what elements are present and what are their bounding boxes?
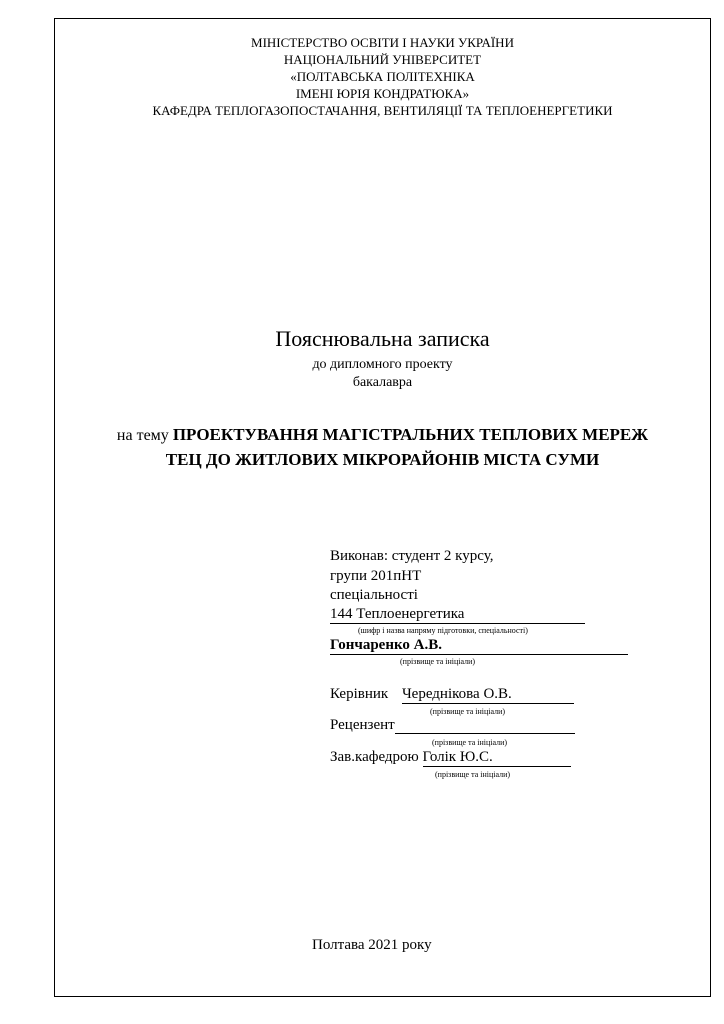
university-line-1: НАЦІОНАЛЬНИЙ УНІВЕРСИТЕТ — [283, 52, 482, 67]
topic-line-2 — [54, 450, 711, 470]
author-specialty-label: спеціальності — [330, 587, 418, 603]
author-name: Гончаренко А.В. — [330, 637, 628, 655]
author-name-caption: (прізвище та ініціали) — [400, 657, 476, 666]
reviewer-row — [330, 717, 575, 734]
ministry-line: МІНІСТЕРСТВО ОСВІТИ І НАУКИ УКРАЇНИ — [251, 35, 514, 50]
reviewer-label: Рецензент — [330, 717, 395, 733]
reviewer-caption: (прізвище та ініціали) — [432, 738, 508, 747]
department-line: КАФЕДРА ТЕПЛОГАЗОПОСТАЧАННЯ, ВЕНТИЛЯЦІЇ ТА ТЕПЛОЕНЕРГЕТИКИ — [152, 103, 613, 118]
university-line-2: «ПОЛТАВСЬКА ПОЛІТЕХНІКА — [290, 69, 475, 84]
author-group: групи 201пНТ — [330, 568, 422, 584]
head-caption: (прізвище та ініціали) — [435, 770, 511, 779]
supervisor-row — [330, 686, 574, 704]
supervisor-name: Череднікова О.В. — [402, 686, 574, 704]
head-label: Зав.кафедрою — [330, 749, 419, 765]
topic-title-2: ТЕЦ ДО ЖИТЛОВИХ МІКРОРАЙОНІВ МІСТА СУМИ — [165, 450, 600, 469]
head-row — [330, 749, 571, 767]
topic-line-1 — [54, 425, 711, 445]
specialty-value: 144 Теплоенергетика — [330, 606, 585, 624]
author-specialty-field — [330, 606, 585, 624]
city-year: Полтава 2021 року — [312, 937, 432, 953]
author-line-1: Виконав: студент 2 курсу, — [330, 548, 494, 564]
topic-prefix: на тему — [116, 427, 169, 444]
topic-title-1: ПРОЕКТУВАННЯ МАГІСТРАЛЬНИХ ТЕПЛОВИХ МЕРЕЖ — [172, 425, 649, 444]
supervisor-caption: (прізвище та ініціали) — [430, 707, 506, 716]
document-subtitle: до дипломного проекту — [312, 357, 453, 372]
degree-level: бакалавра — [352, 375, 413, 390]
document-title: Пояснювальна записка — [275, 326, 490, 351]
page-border — [54, 18, 711, 997]
author-name-field — [330, 637, 628, 655]
supervisor-label: Керівник — [330, 686, 389, 702]
university-line-3: ІМЕНІ ЮРІЯ КОНДРАТЮКА» — [295, 86, 470, 101]
head-name: Голік Ю.С. — [423, 749, 571, 767]
reviewer-blank-line — [395, 717, 575, 734]
specialty-caption: (шифр і назва напряму підготовки, спеціальності) — [358, 626, 528, 635]
